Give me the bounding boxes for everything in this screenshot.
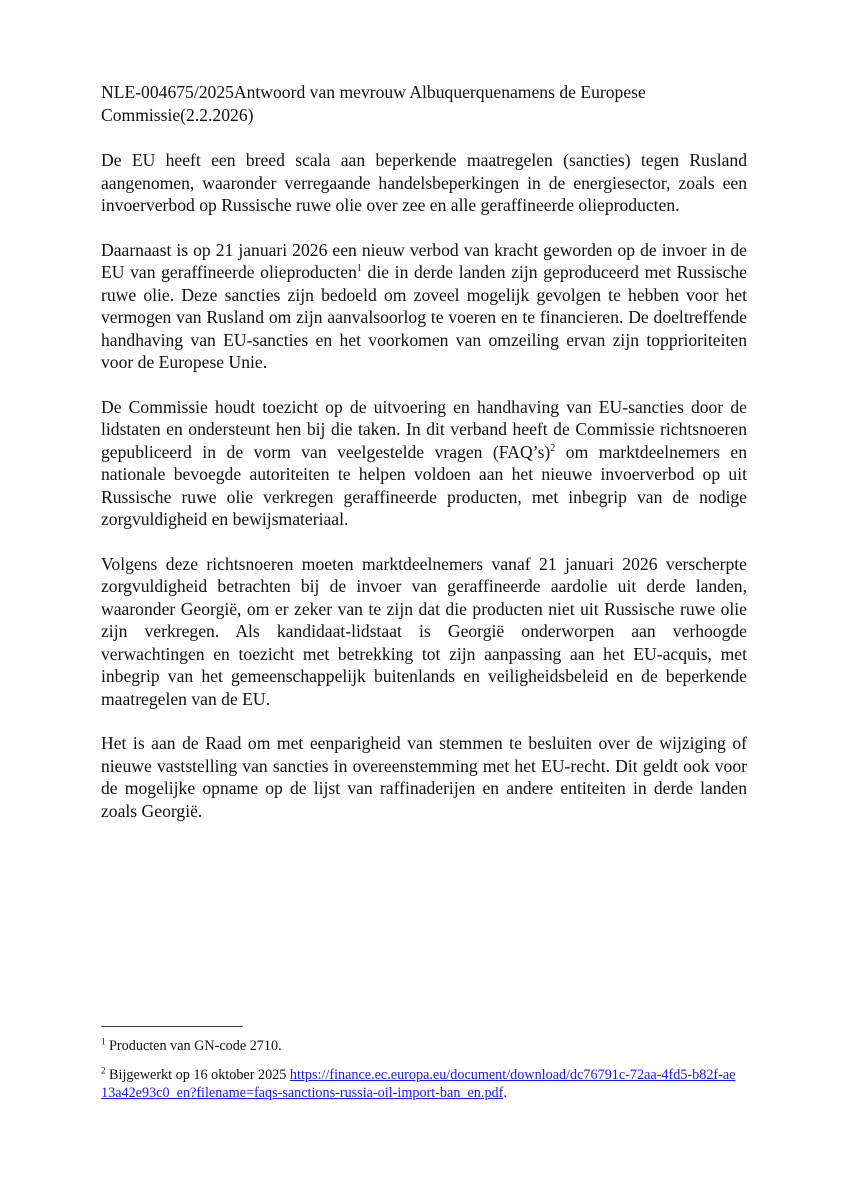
footnote-1-text: Producten van GN-code 2710.: [105, 1038, 282, 1054]
footnote-1-mark: 1: [101, 1036, 106, 1047]
paragraph-3-part-a: De Commissie houdt toezicht op de uitvoering en handhaving van EU-sancties door de lidstaten en ondersteunt hen bij die taken. In dit verband heeft de Commissie richtsnoeren gepubliceerd in de vorm van veelgestelde vragen (FAQ’s): [101, 396, 747, 462]
footnote-separator: [101, 1026, 243, 1027]
paragraph-3: [101, 396, 747, 531]
footnote-ref-1: 1: [356, 263, 362, 275]
footnote-2-end: .: [503, 1085, 507, 1101]
footnote-ref-2: 2: [550, 442, 556, 454]
footnote-1: [101, 1037, 741, 1055]
footnote-2: [101, 1066, 741, 1102]
paragraph-2-part-a: Daarnaast is op 21 januari 2026 een nieuw verbod van kracht geworden op de invoer in de EU van geraffineerde olieproducten: [101, 239, 747, 282]
answer-body: [101, 149, 747, 844]
document-title: NLE-004675/2025Antwoord van mevrouw Albuquerquenamens de Europese Commissie(2.2.2026): [101, 82, 646, 125]
paragraph-5: Het is aan de Raad om met eenparigheid van stemmen te besluiten over de wijziging of nieuwe vaststelling van sancties in overeenstemming met het EU-recht. Dit geldt ook voor de mogelijke opname op de lijst van raffinaderijen en andere entiteiten in derde landen zoals Georgië.: [101, 733, 747, 821]
footnote-2-text: Bijgewerkt op 16 oktober 2025: [105, 1067, 290, 1083]
paragraph-3-part-b: om marktdeelnemers en nationale bevoegde autoriteiten te helpen voldoen aan het nieuwe invoerverbod op uit Russische ruwe olie verkregen geraffineerde producten, met inbegrip van de nodige zorgvuldigheid en bewijsmateriaal.: [101, 441, 747, 529]
footnote-2-mark: 2: [101, 1065, 106, 1076]
paragraph-4: Volgens deze richtsnoeren moeten marktdeelnemers vanaf 21 januari 2026 verscherpte zorgvuldigheid betrachten bij de invoer van geraffineerde aardolie uit derde landen, waaronder Georgië, om er zeker van te zijn dat die producten niet uit Russische ruwe olie zijn verkregen. Als kandidaat-lidstaat is Georgië onderworpen aan verhoogde verwachtingen en toezicht met betrekking tot zijn aanpassing aan het EU-acquis, met inbegrip van het gemeenschappelijk buitenlands en veiligheidsbeleid en de beperkende maatregelen van de EU.: [101, 553, 747, 709]
paragraph-2-part-b: die in derde landen zijn geproduceerd met Russische ruwe olie. Deze sancties zijn bedoeld om zoveel mogelijk gevolgen te hebben voor het vermogen van Rusland om zijn aanvalsoorlog te voeren en te financieren. De doeltreffende handhaving van EU-sancties en het voorkomen van omzeiling ervan zijn topprioriteiten voor de Europese Unie.: [101, 262, 747, 372]
paragraph-2: [101, 239, 747, 374]
faq-document-link[interactable]: https://finance.ec.europa.eu/document/download/dc76791c-72aa-4fd5-b82f-ae13a42e93c0_en?filename=faqs-sanctions-russia-oil-import-ban_en.pdf: [101, 1067, 736, 1101]
paragraph-1: De EU heeft een breed scala aan beperkende maatregelen (sancties) tegen Rusland aangenomen, waaronder verregaande handelsbeperkingen in de energiesector, zoals een invoerverbod op Russische ruwe olie over zee en alle geraffineerde olieproducten.: [101, 150, 747, 215]
